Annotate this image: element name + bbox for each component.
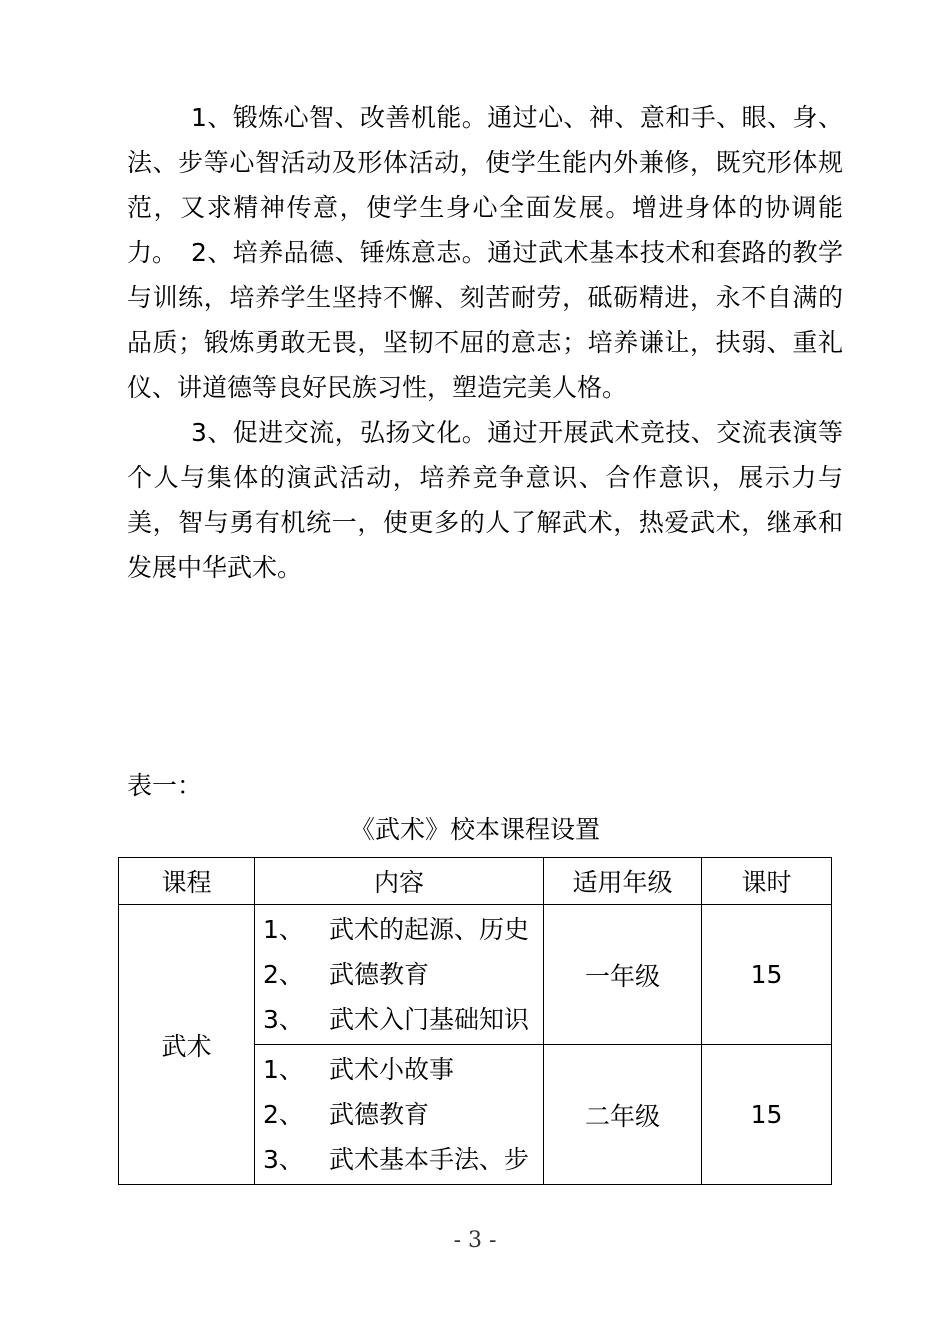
paragraph-2: 2、培养品德、锤炼意志。通过武术基本技术和套路的教学与训练，培养学生坚持不懈、刻苦耐劳，砥砺精进，永不自满的品质；锻炼勇敢无畏，坚韧不屈的意志；培养谦让，扶弱、重礼仪、讲道德等良好民族习性，塑造完美人格。 [127,238,843,402]
item-number: 1、 [263,915,304,944]
course-table [118,857,832,1185]
item-text: 武德教育 [329,1100,430,1129]
item-number: 1、 [263,1055,304,1084]
item-number: 3、 [263,1145,304,1174]
header-course: 课程 [119,858,255,905]
item-number: 3、 [263,1005,304,1034]
table-header-row [119,858,832,905]
content-item [263,1047,543,1092]
item-text: 武术小故事 [329,1055,455,1084]
grade-cell: 二年级 [544,1045,702,1185]
paragraph-1: 1、锻炼心智、改善机能。通过心、神、意和手、眼、身、法、步等心智活动及形体活动，使学生能内外兼修，既究形体规范，又求精神传意，使学生身心全面发展。增进身体的协调能力。 [127,103,843,267]
header-hours: 课时 [702,858,832,905]
item-number: 2、 [263,1100,304,1129]
paragraph-3: 3、促进交流，弘扬文化。通过开展武术竞技、交流表演等个人与集体的演武活动，培养竞争意识、合作意识，展示力与美，智与勇有机统一，使更多的人了解武术，热爱武术，继承和发展中华武术。 [127,418,843,582]
item-text: 武术的起源、历史 [329,915,530,944]
item-text: 武术基本手法、步 [329,1145,530,1174]
item-text: 武德教育 [329,960,430,989]
content-item [263,952,543,997]
page-number: - 3 - [453,1228,497,1253]
content-item [263,1092,543,1137]
header-content: 内容 [255,858,544,905]
content-item [263,997,543,1042]
grade-cell: 一年级 [544,905,702,1045]
content-cell [255,1045,544,1185]
table-row [119,905,832,1045]
content-cell [255,905,544,1045]
table-caption: 《武术》校本课程设置 [349,815,600,844]
item-number: 2、 [263,960,304,989]
content-item [263,1137,543,1182]
hours-cell: 15 [702,905,832,1045]
content-item [263,907,543,952]
course-cell: 武术 [119,905,255,1185]
hours-cell: 15 [702,1045,832,1185]
table-label: 表一： [127,771,203,800]
item-text: 武术入门基础知识 [329,1005,530,1034]
header-grade: 适用年级 [544,858,702,905]
